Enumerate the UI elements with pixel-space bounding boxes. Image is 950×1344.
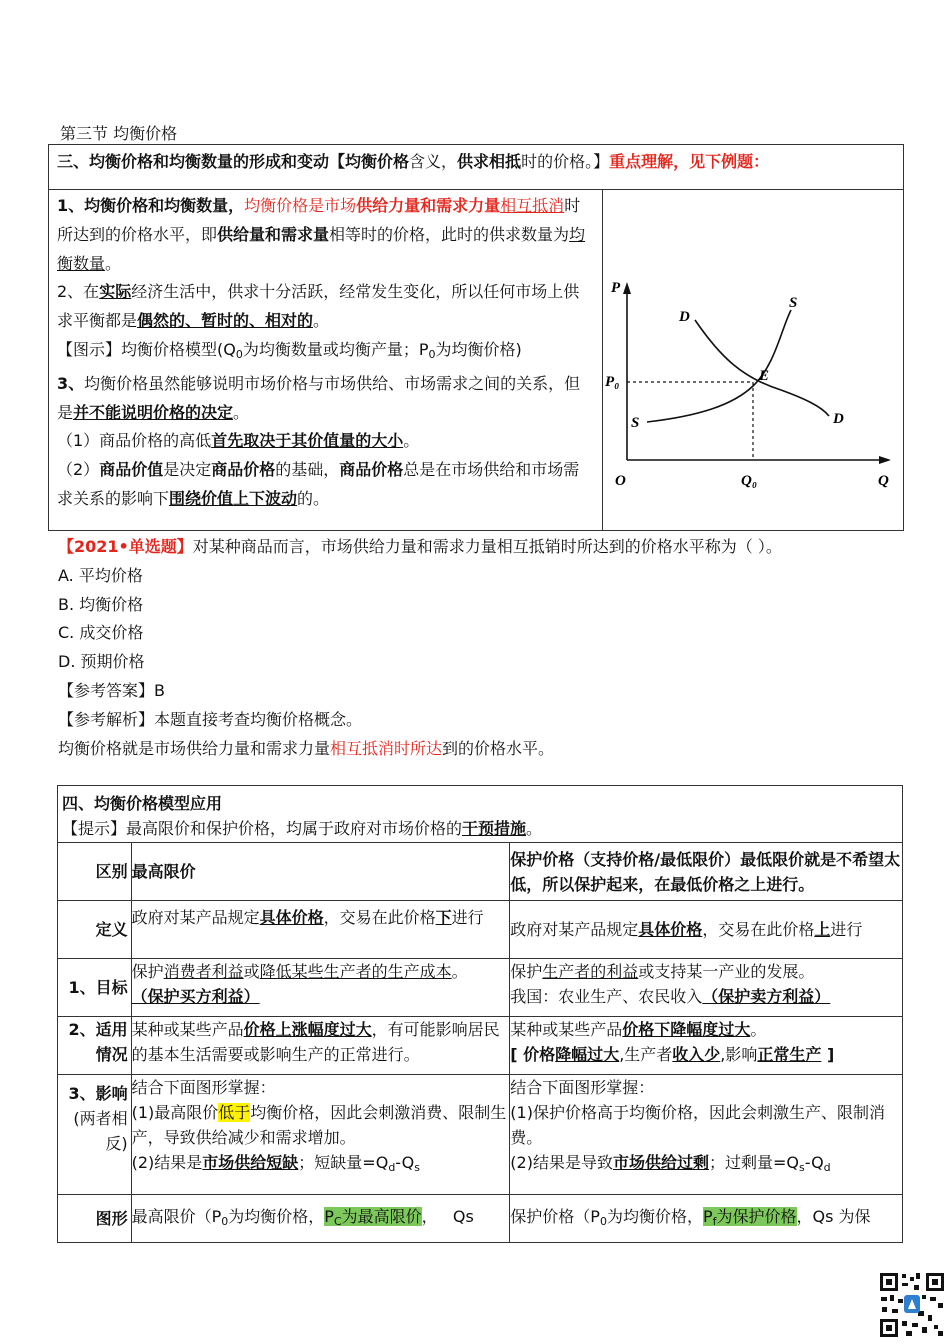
- def-col2: 政府对某产品规定具体价格，交易在此价格上进行: [510, 901, 903, 959]
- p-axis-label: P: [611, 280, 621, 296]
- exam-question: [58, 533, 782, 763]
- option-d: D. 预期价格: [58, 652, 145, 672]
- box2-heading: 四、均衡价格模型应用: [62, 794, 223, 813]
- fig-col2: 保护价格（$P_0$为均衡价格，$P_f$为保护价格，Qs 为保: [510, 1195, 903, 1243]
- fig-label: 图形: [58, 1195, 132, 1243]
- p-axis-arrow: [623, 282, 631, 294]
- origin-label: O: [615, 473, 626, 489]
- q0-label: Q₀: [741, 473, 758, 489]
- goal-col2: 保护生产者的利益或支持某一产业的发展。 我国：农业生产、农民收入（保护卖方利益）: [510, 959, 903, 1017]
- option-c: C. 成交价格: [58, 623, 144, 643]
- supply-curve: [647, 310, 791, 422]
- equilibrium-graph-cell: [603, 190, 904, 531]
- goal-col1: 保护消费者利益或降低某些生产者的生产成本。 （保护买方利益）: [131, 959, 510, 1017]
- header-label: 区别: [58, 843, 132, 901]
- cond-col1: 某种或某些产品价格上涨幅度过大，有可能影响居民的基本生活需要或影响生产的正常进行。: [131, 1017, 510, 1075]
- fig-col1: 最高限价（$P_0$为均衡价格，$P_C$为最高限价， Qs: [131, 1195, 510, 1243]
- question-stem: 【2021•单选题】对某种商品而言，市场供给力量和需求力量相互抵销时所达到的价格水平称为（ ）。: [58, 537, 782, 556]
- q-axis-arrow: [879, 456, 891, 464]
- p0-label: P₀: [605, 374, 620, 390]
- demand-label-low: D: [833, 411, 844, 427]
- def-col1: 政府对某产品规定具体价格，交易在此价格下进行: [131, 901, 510, 959]
- point-1: 1、均衡价格和均衡数量，均衡价格是市场供给力量和需求力量相互抵消时所达到的价格水平，即供给量和需求量相等时的价格，此时的供求数量为均衡数量。: [57, 196, 586, 273]
- option-b: B. 均衡价格: [58, 594, 144, 614]
- def-label: 定义: [58, 901, 132, 959]
- point-3-1: （1）商品价格的高低首先取决于其价值量的大小。: [57, 431, 420, 451]
- q-axis-label: Q: [878, 473, 889, 489]
- equilibrium-graph: [603, 230, 903, 530]
- point-2: 2、在实际经济生活中，供求十分活跃，经常发生变化，所以任何市场上供求平衡都是偶然的、暂时的、相对的。: [57, 282, 580, 331]
- equilibrium-point-label: E: [759, 368, 770, 384]
- eff-col2: 结合下面图形掌握： (1)保护价格高于均衡价格，因此会刺激生产、限制消费。 (2)结果是导致市场供给过剩；过剩量$=Q_s-Q_d$: [510, 1075, 903, 1195]
- header-col2: 保护价格（支持价格/最低限价）最低限价就是不希望太低，所以保护起来，在最低价格之上进行。: [510, 843, 903, 901]
- cond-label: 2、适用 情况: [58, 1017, 132, 1075]
- option-a: A. 平均价格: [58, 565, 143, 585]
- supply-label-high: S: [789, 295, 798, 311]
- point-3-2: （2）商品价值是决定商品价格的基础，商品价格总是在市场供给和市场需求关系的影响下围绕价值上下波动的。: [57, 460, 580, 508]
- explanation: 均衡价格就是市场供给力量和需求力量相互抵消时所达到的价格水平。: [58, 738, 555, 758]
- diagram-note: 【图示】均衡价格模型($Q_0$为均衡数量或均衡产量；$P_0$为均衡价格): [57, 339, 522, 361]
- analysis: 【参考解析】本题直接考查均衡价格概念。: [58, 709, 363, 729]
- eff-label: 3、影响 (两者相反): [58, 1075, 132, 1195]
- point-3: 3、均衡价格虽然能够说明市场价格与市场供给、市场需求之间的关系，但是并不能说明价格的决定。: [57, 373, 581, 422]
- cond-col2: 某种或某些产品价格下降幅度过大。 [ 价格降幅过大,生产者收入少,影响正常生产 ]: [510, 1017, 903, 1075]
- answer: 【参考答案】B: [58, 680, 165, 700]
- box1-text: [49, 190, 603, 531]
- section-title: 第三节 均衡价格: [60, 124, 178, 143]
- box2-heading-cell: [58, 786, 903, 843]
- equilibrium-box: [48, 144, 904, 531]
- header-col1: 最高限价: [131, 843, 510, 901]
- box1-heading: 三、均衡价格和均衡数量的形成和变动【均衡价格含义，供求相抵时的价格。】重点理解，见下例题：: [49, 145, 904, 190]
- eff-col1: 结合下面图形掌握： (1)最高限价低于均衡价格，因此会刺激消费、限制生产，导致供给减少和需求增加。 (2)结果是市场供给短缺；短缺量$=Q_d-Q_s$: [131, 1075, 510, 1195]
- price-control-table: [57, 785, 903, 1243]
- goal-label: 1、目标: [58, 959, 132, 1017]
- supply-label-low: S: [631, 415, 640, 431]
- box2-tip: 【提示】最高限价和保护价格，均属于政府对市场价格的干预措施。: [62, 819, 543, 838]
- qr-code[interactable]: [878, 1271, 946, 1339]
- demand-label-high: D: [679, 309, 690, 325]
